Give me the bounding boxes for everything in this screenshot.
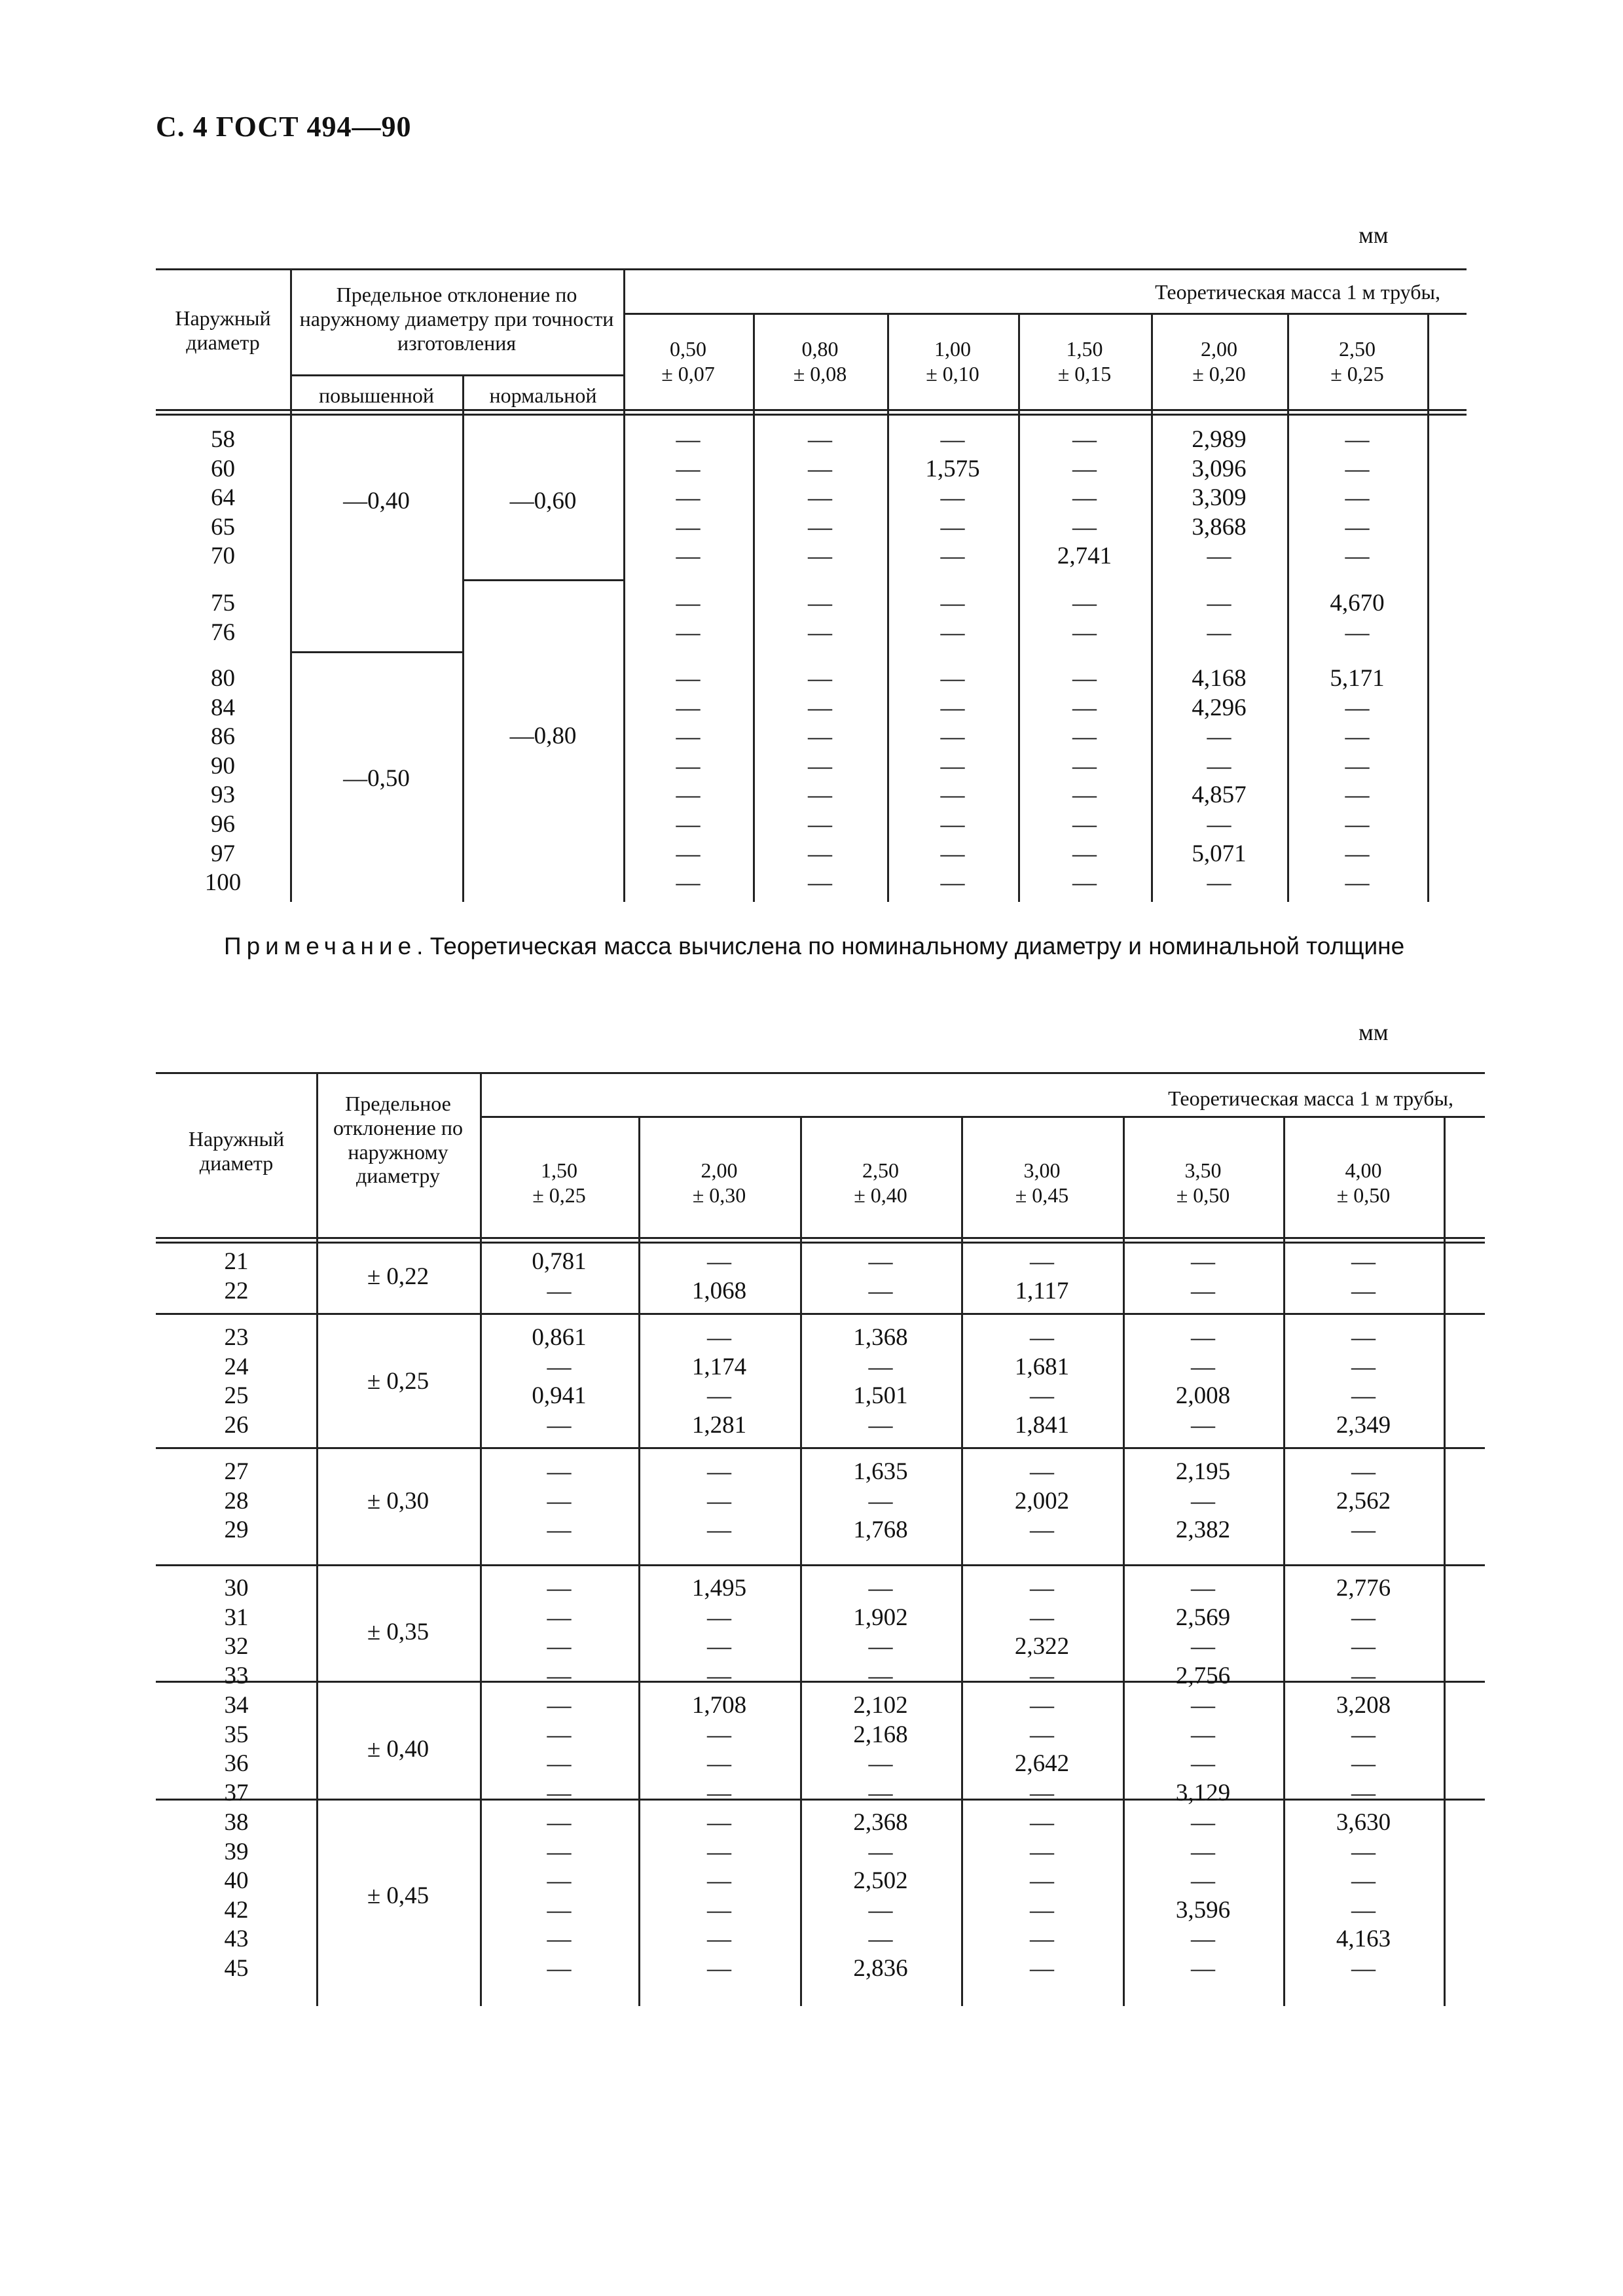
table1-sub-normal: нормальной	[489, 384, 597, 407]
note-label: Примечание	[224, 933, 417, 960]
table2-wall-tolerance: ± 0,40	[854, 1183, 907, 1207]
table2-header-rule	[156, 1237, 1485, 1244]
table1-mass-cell: — — — — 2,741	[1057, 426, 1112, 570]
table1-tol-high: —0,50	[343, 765, 410, 792]
table2-deviation-cell: ± 0,30	[367, 1487, 429, 1515]
table2-group-rule	[156, 1447, 1485, 1449]
table1-wall-thickness: 0,50	[670, 337, 706, 361]
page-header: С. 4 ГОСТ 494—90	[156, 111, 412, 143]
table2-mass-cell: — —	[1351, 1248, 1376, 1304]
table2-mass-cell: — — —	[547, 1458, 572, 1544]
table2-mass-cell: — — — — — —	[547, 1809, 572, 1982]
table1-mass-header: Теоретическая масса 1 м трубы,	[1155, 280, 1440, 304]
table2-deviation-cell: ± 0,40	[367, 1736, 429, 1763]
table1-note	[224, 933, 1404, 960]
table2-wall-thickness: 3,00	[1023, 1158, 1061, 1182]
table1-diameter-cell: 75 76	[211, 590, 235, 646]
table2-mass-cell: — — 2,008 —	[1175, 1324, 1231, 1439]
table2-mass-cell: 0,861 — 0,941 —	[532, 1324, 587, 1439]
table2-deviation-cell: ± 0,45	[367, 1882, 429, 1909]
table2-mass-cell: — — — 2,349	[1336, 1324, 1391, 1439]
table1-mass-cell: — — — — — — — —	[808, 665, 832, 897]
table2-mass-cell: 2,776 — — —	[1336, 1575, 1391, 1689]
table1-mass-cell: — —	[808, 590, 832, 646]
table2-deviation-cell: ± 0,25	[367, 1368, 429, 1395]
table1-mass-cell: 5,171 — — — — — — —	[1330, 665, 1385, 897]
table2-deviation-cell: ± 0,35	[367, 1619, 429, 1646]
table1-wall-thickness: 2,00	[1201, 337, 1237, 361]
table2-mass-cell: — — 2,322 —	[1014, 1575, 1070, 1689]
table1-wall-tolerance: ± 0,07	[661, 362, 715, 386]
table2-wall-thickness: 2,00	[701, 1158, 738, 1182]
table1-diameter-cell: 80 84 86 90 93 96 97 100	[204, 665, 242, 897]
table2-mass-cell: — — — 3,129	[1175, 1692, 1231, 1806]
table1-normal-sep	[462, 579, 623, 581]
table2-wall-tolerance: ± 0,50	[1336, 1183, 1391, 1207]
table1-mass-cell: — —	[940, 590, 965, 646]
table1-mass-cell: — —	[1207, 590, 1231, 646]
table1-wall-tolerance: ± 0,15	[1057, 362, 1112, 386]
table1-col-deviation: Предельное отклонение по наружному диаметру при точности изготовления	[299, 283, 614, 355]
table2-wall-thickness: 2,50	[862, 1158, 899, 1182]
table1-wall-thickness: 2,50	[1339, 337, 1376, 361]
table1-mass-cell: — — — — — — — —	[940, 665, 965, 897]
table1-unit: мм	[1359, 222, 1389, 248]
table2-mass-cell: 2,102 2,168 — —	[853, 1692, 908, 1806]
table2-diameter-cell: 30 31 32 33	[224, 1575, 249, 1689]
table1-diameter-cell: 58 60 64 65 70	[211, 426, 235, 570]
table2-mass-cell: 1,635 — 1,768	[853, 1458, 908, 1544]
table2-mass-cell: — — — —	[547, 1575, 572, 1689]
table2-wall-thickness: 4,00	[1345, 1158, 1382, 1182]
table1-header-rule	[156, 409, 1467, 416]
table1-wall-thickness: 1,00	[934, 337, 971, 361]
table1-mass-cell: — 1,575 — — —	[925, 426, 980, 570]
table2-diameter-cell: 27 28 29	[224, 1458, 249, 1544]
table2-mass-cell: 0,781 —	[532, 1248, 587, 1304]
note-text: . Теоретическая масса вычислена по номинальному диаметру и номинальной толщине	[416, 933, 1405, 960]
table2-mass-cell: — — — —	[547, 1692, 572, 1806]
table2-top-rule	[156, 1072, 1485, 1074]
table1-mass-cell: — —	[676, 590, 701, 646]
table2-col-rule	[1444, 1116, 1446, 2006]
table2-mass-cell: — 1,174 — 1,281	[691, 1324, 747, 1439]
table1-wall-thickness: 0,80	[801, 337, 839, 361]
table1-mass-cell: — — — — —	[1345, 426, 1370, 570]
table2-unit: мм	[1359, 1019, 1389, 1045]
table2-wall-tolerance: ± 0,50	[1176, 1183, 1230, 1207]
table2-mass-cell: 1,368 — 1,501 —	[853, 1324, 908, 1439]
table1-sub-high: повышенной	[319, 384, 434, 407]
table1-sub-rule	[290, 374, 623, 376]
table1-mass-cell: — —	[1072, 590, 1097, 646]
table2-wall-thickness: 3,50	[1184, 1158, 1222, 1182]
table2-mass-cell: 3,630 — — — 4,163 —	[1336, 1809, 1391, 1982]
table2-mass-cell: — 2,569 — 2,756	[1175, 1575, 1231, 1689]
table2-diameter-cell: 21 22	[224, 1248, 249, 1304]
table1-tol-normal: —0,80	[509, 723, 577, 749]
table2-mass-cell: — —	[868, 1248, 893, 1304]
table2-mass-cell: — 1,902 — —	[853, 1575, 908, 1689]
table1-wall-thickness: 1,50	[1066, 337, 1103, 361]
table1-mass-cell: — — — — — — — —	[676, 665, 701, 897]
table2-mass-cell: 1,495 — — —	[691, 1575, 747, 1689]
table2-mass-cell: 3,208 — — —	[1336, 1692, 1391, 1806]
table1-mass-cell: 4,168 4,296 — — 4,857 — 5,071 —	[1192, 665, 1247, 897]
table1-tol-high: —0,40	[343, 488, 410, 514]
table2-col-deviation: Предельное отклонение по наружному диаметру	[333, 1092, 463, 1188]
table2-mass-cell: — 1,681 — 1,841	[1014, 1324, 1070, 1439]
table1-wall-tolerance: ± 0,08	[793, 362, 847, 386]
table1-mass-cell: — — — — —	[676, 426, 701, 570]
table2-mass-cell: — — — — — —	[707, 1809, 731, 1982]
table2-mass-cell: — — — — — —	[1030, 1809, 1054, 1982]
table2-mass-cell: — 2,562 —	[1336, 1458, 1391, 1544]
table2-wall-tolerance: ± 0,25	[532, 1183, 586, 1207]
table2-mass-cell: — 1,068	[691, 1248, 747, 1304]
table1-tol-normal: —0,60	[509, 488, 577, 514]
table2-mass-header: Теоретическая масса 1 м трубы,	[1168, 1086, 1453, 1110]
table1-mass-rule	[623, 313, 1467, 315]
table1-col-rule	[462, 374, 464, 902]
table2-diameter-cell: 23 24 25 26	[224, 1324, 249, 1439]
table2-wall-thickness: 1,50	[541, 1158, 577, 1182]
table2-mass-cell: — — — 3,596 — —	[1175, 1809, 1231, 1982]
table1-mass-cell: — — — — — — — —	[1072, 665, 1097, 897]
table1-top-rule	[156, 268, 1467, 270]
table2-mass-cell: 1,708 — — —	[691, 1692, 747, 1806]
table2-mass-cell: 2,195 — 2,382	[1175, 1458, 1231, 1544]
table2-mass-cell: — —	[1191, 1248, 1215, 1304]
table2-diameter-cell: 34 35 36 37	[224, 1692, 249, 1806]
table2-wall-tolerance: ± 0,30	[692, 1183, 746, 1207]
table2-mass-cell: — — 2,642 —	[1014, 1692, 1070, 1806]
table1-mass-cell: 4,670 —	[1330, 590, 1385, 646]
table2-group-rule	[156, 1313, 1485, 1315]
table1-wall-tolerance: ± 0,20	[1192, 362, 1246, 386]
table1-col-rule	[290, 268, 292, 902]
table2-mass-cell: — 2,002 —	[1014, 1458, 1070, 1544]
table2-deviation-cell: ± 0,22	[367, 1263, 429, 1290]
table1-mass-cell: 2,989 3,096 3,309 3,868 —	[1192, 426, 1247, 570]
table2-diameter-cell: 38 39 40 42 43 45	[224, 1809, 249, 1982]
table2-group-rule	[156, 1564, 1485, 1566]
table2-mass-cell: — — —	[707, 1458, 731, 1544]
table1-col-rule	[1427, 313, 1429, 902]
table1-high-sep	[290, 651, 462, 653]
table1-wall-tolerance: ± 0,10	[926, 362, 979, 386]
table2-mass-cell: — 1,117	[1015, 1248, 1069, 1304]
table1-mass-cell: — — — — —	[808, 426, 832, 570]
table2-mass-rule	[480, 1116, 1485, 1118]
table1-wall-tolerance: ± 0,25	[1330, 362, 1384, 386]
table2-wall-tolerance: ± 0,45	[1015, 1183, 1069, 1207]
table2-mass-cell: 2,368 — 2,502 — — 2,836	[853, 1809, 908, 1982]
table2-col-rule	[316, 1072, 318, 2006]
table1-col-diameter: Наружный диаметр	[175, 306, 271, 354]
table2-col-diameter: Наружный диаметр	[188, 1127, 285, 1175]
